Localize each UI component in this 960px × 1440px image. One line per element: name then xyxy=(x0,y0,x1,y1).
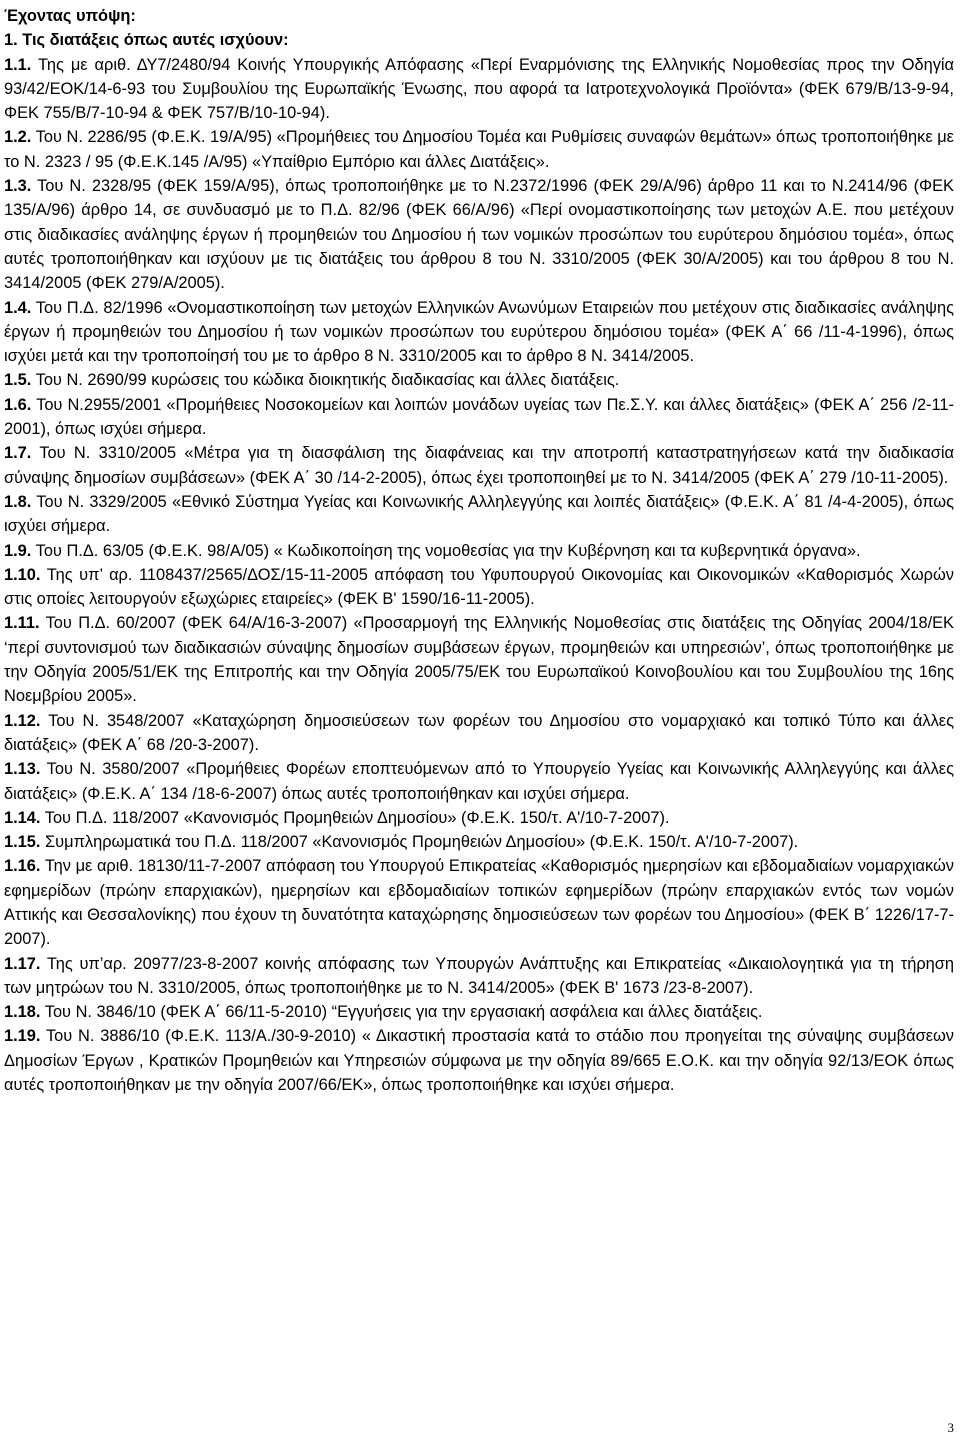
item-number: 1.10. xyxy=(4,565,41,584)
item-number: 1.15. xyxy=(4,833,41,852)
list-item xyxy=(4,611,954,708)
list-item xyxy=(4,757,954,806)
item-text: Του Ν. 2286/95 (Φ.Ε.Κ. 19/Α/95) «Προμήθειες του Δημοσίου Τομέα και Ρυθμίσεις συναφών θεμάτων» όπως τροποποιήθηκε με το Ν. 2323 / 95 (Φ.Ε.Κ.145 /Α/95) «Υπαίθριο Εμπόριο και άλλες Διατάξεις». xyxy=(4,128,954,171)
list-item xyxy=(4,830,954,854)
item-text: Του Π.Δ. 63/05 (Φ.Ε.Κ. 98/Α/05) « Κωδικοποίηση της νομοθεσίας για την Κυβέρνηση και τα κυβερνητικά όργανα». xyxy=(35,541,861,560)
list-item xyxy=(4,563,954,612)
item-text: Του Ν. 3580/2007 «Προμήθειες Φορέων εποπτευόμενων από το Υπουργείο Υγείας και Κοινωνικής Αλληλεγγύης και άλλες διατάξεις» (Φ.Ε.Κ. Α΄ 134 /18-6-2007) όπως αυτές τροποποιήθηκαν και ισχύει σήμερα. xyxy=(4,760,954,803)
item-number: 1.5. xyxy=(4,371,32,390)
item-text: Του Ν. 3310/2005 «Μέτρα για τη διασφάλιση της διαφάνειας και την αποτροπή καταστρατηγήσεων κατά την διαδικασία σύναψης δημοσίων συμβάσεων» (ΦΕΚ Α΄ 30 /14-2-2005), όπως έχει τροποποιηθεί με το Ν. 3414/2005 (ΦΕΚ Α΄ 279 /10-11-2005). xyxy=(4,444,954,487)
item-number: 1.7. xyxy=(4,444,32,463)
item-number: 1.13. xyxy=(4,760,41,779)
legislation-list xyxy=(4,53,954,1098)
item-text: Του Ν. 2328/95 (ΦΕΚ 159/Α/95), όπως τροποποιήθηκε με το Ν.2372/1996 (ΦΕΚ 29/Α/96) άρθρο 11 και το Ν.2414/96 (ΦΕΚ 135/Α/96) άρθρο 14, σε συνδυασμό με το Π.Δ. 82/96 (ΦΕΚ 66/Α/96) «Περί ονομαστικοποίησης των μετοχών Α.Ε. που μετέχουν στις διαδικασίες ανάληψης έργων ή προμηθειών του Δημοσίου ή των νομικών προσώπων του ευρύτερου δημόσιου τομέα», όπως αυτές τροποποιήθηκαν και ισχύουν με τις διατάξεις του άρθρου 8 του Ν. 3310/2005 (ΦΕΚ 30/Α/2005) και του άρθρου 8 του Ν. 3414/2005 (ΦΕΚ 279/Α/2005). xyxy=(4,177,954,293)
list-item xyxy=(4,854,954,951)
item-number: 1.16. xyxy=(4,857,41,876)
item-text: Της υπ’αρ. 20977/23-8-2007 κοινής απόφασης των Υπουργών Ανάπτυξης και Επικρατείας «Δικαιολογητικά για τη τήρηση των μητρώων του Ν. 3310/2005, όπως τροποποιήθηκε με το Ν. 3414/2005» (ΦΕΚ Β' 1673 /23-8-2007). xyxy=(4,954,954,997)
item-number: 1.14. xyxy=(4,808,41,827)
item-text: Του Ν. 3886/10 (Φ.Ε.Κ. 113/Α./30-9-2010) « Δικαστική προστασία κατά το στάδιο που προηγείται της σύναψης συμβάσεων Δημοσίων Έργων , Κρατικών Προμηθειών και Υπηρεσιών σύμφωνα με την οδηγία 89/665 Ε.Ο.Κ. και την οδηγία 92/13/ΕΟΚ όπως αυτές τροποποιήθηκαν με την οδηγία 2007/66/ΕΚ», όπως τροποποιήθηκε και ισχύει σήμερα. xyxy=(4,1027,954,1095)
list-item xyxy=(4,174,954,295)
list-item xyxy=(4,296,954,369)
list-item xyxy=(4,1000,954,1024)
item-number: 1.12. xyxy=(4,711,41,730)
item-text: Του Ν. 3329/2005 «Εθνικό Σύστημα Υγείας και Κοινωνικής Αλληλεγγύης και λοιπές διατάξεις» (Φ.Ε.Κ. Α΄ 81 /4-4-2005), όπως ισχύει σήμερα. xyxy=(4,492,954,536)
list-item xyxy=(4,125,954,174)
list-item xyxy=(4,490,954,539)
item-text: Της με αριθ. ΔΥ7/2480/94 Κοινής Υπουργικής Απόφασης «Περί Εναρμόνισης της Ελληνικής Νομοθεσίας προς την Οδηγία 93/42/ΕΟΚ/14-6-93 του Συμβουλίου της Ευρωπαϊκής Ένωσης, που αφορά τα Ιατροτεχνολογικά Προϊόντα» (ΦΕΚ 679/Β/13-9-94, ΦΕΚ 755/Β/7-10-94 & ΦΕΚ 757/Β/10-10-94). xyxy=(4,55,955,123)
list-item xyxy=(4,53,954,126)
item-number: 1.19. xyxy=(4,1027,41,1046)
list-item xyxy=(4,709,954,758)
item-text: Του Ν. 2690/99 κυρώσεις του κώδικα διοικητικής διαδικασίας και άλλες διατάξεις. xyxy=(35,371,620,390)
item-text: Του Π.Δ. 60/2007 (ΦΕΚ 64/Α/16-3-2007) «Προσαρμογή της Ελληνικής Νομοθεσίας στις διατάξεις της Οδηγίας 2004/18/ΕΚ ‘περί συντονισμού των διαδικασιών σύναψης δημοσίων συμβάσεων έργων, προμηθειών και υπηρεσιών’, όπως τροποποιήθηκε με την Οδηγία 2005/51/ΕΚ της Επιτροπής και την Οδηγία 2005/75/ΕΚ του Ευρωπαϊκού Κοινοβουλίου και του Συμβουλίου της 16ης Νοεμβρίου 2005». xyxy=(4,614,954,706)
list-item xyxy=(4,806,954,830)
item-number: 1.2. xyxy=(4,128,32,147)
item-text: Του Ν. 3846/10 (ΦΕΚ Α΄ 66/11-5-2010) “Εγγυήσεις για την εργασιακή ασφάλεια και άλλες διατάξεις. xyxy=(44,1003,763,1022)
item-number: 1.9. xyxy=(4,541,32,560)
item-number: 1.3. xyxy=(4,177,32,196)
list-item xyxy=(4,441,954,490)
item-text: Του Π.Δ. 82/1996 «Ονομαστικοποίηση των μετοχών Ελληνικών Ανωνύμων Εταιρειών που μετέχουν στις διαδικασίες ανάληψης έργων ή προμηθειών του Δημοσίου ή των νομικών προσώπων του ευρύτερου δημόσιου τομέα» (ΦΕΚ Α΄ 66 /11-4-1996), όπως ισχύει μετά και την τροποποίησή του με το άρθρο 8 Ν. 3310/2005 και το άρθρο 8 Ν. 3414/2005. xyxy=(4,298,954,366)
page-number: 3 xyxy=(947,1420,954,1435)
item-text: Της υπ’ αρ. 1108437/2565/ΔΟΣ/15-11-2005 απόφαση του Υφυπουργού Οικονομίας και Οικονομικών «Καθορισμός Χωρών στις οποίες λειτουργούν εξωχώριες εταιρείες» (ΦΕΚ Β' 1590/16-11-2005). xyxy=(4,565,954,609)
item-text: Του Ν. 3548/2007 «Καταχώρηση δημοσιεύσεων των φορέων του Δημοσίου στο νομαρχιακό και τοπικό Τύπο και άλλες διατάξεις» (ΦΕΚ Α΄ 68 /20-3-2007). xyxy=(4,711,954,754)
item-number: 1.17. xyxy=(4,954,41,973)
list-item xyxy=(4,393,954,442)
item-number: 1.4. xyxy=(4,298,32,317)
item-text: Του Π.Δ. 118/2007 «Κανονισμός Προμηθειών Δημοσίου» (Φ.Ε.Κ. 150/τ. Α'/10-7-2007). xyxy=(44,808,670,827)
section-heading: Έχοντας υπόψη: xyxy=(4,7,136,25)
item-text: Του Ν.2955/2001 «Προμήθειες Νοσοκομείων και λοιπών μονάδων υγείας των Πε.Σ.Υ. και άλλες διατάξεις» (ΦΕΚ Α΄ 256 /2-11-2001), όπως ισχύει σήμερα. xyxy=(4,395,954,439)
item-number: 1.1. xyxy=(4,55,32,74)
item-number: 1.8. xyxy=(4,492,32,511)
item-text: Συμπληρωματικά του Π.Δ. 118/2007 «Κανονισμός Προμηθειών Δημοσίου» (Φ.Ε.Κ. 150/τ. Α'/10-7-2007). xyxy=(45,833,799,852)
list-item xyxy=(4,368,954,392)
list-item xyxy=(4,539,954,563)
list-item xyxy=(4,1024,954,1097)
item-number: 1.18. xyxy=(4,1003,41,1022)
item-number: 1.11. xyxy=(4,614,40,633)
item-text: Την με αριθ. 18130/11-7-2007 απόφαση του Υπουργού Επικρατείας «Καθορισμός ημερησίων και εβδομαδιαίων νομαρχιακών εφημερίδων (πρώην επαρχιακών), ημερησίων και εβδομαδιαίων τοπικών εφημερίδων (πρώην επαρχιακών εντός των νομών Αττικής και Θεσσαλονίκης) που έχουν τη δυνατότητα καταχώρησης δημοσιεύσεων των φορέων του Δημοσίου» (ΦΕΚ Β΄ 1226/17-7-2007). xyxy=(4,857,954,949)
list-item xyxy=(4,952,954,1001)
section-subheading: 1. Τις διατάξεις όπως αυτές ισχύουν: xyxy=(4,31,289,50)
item-number: 1.6. xyxy=(4,395,32,414)
